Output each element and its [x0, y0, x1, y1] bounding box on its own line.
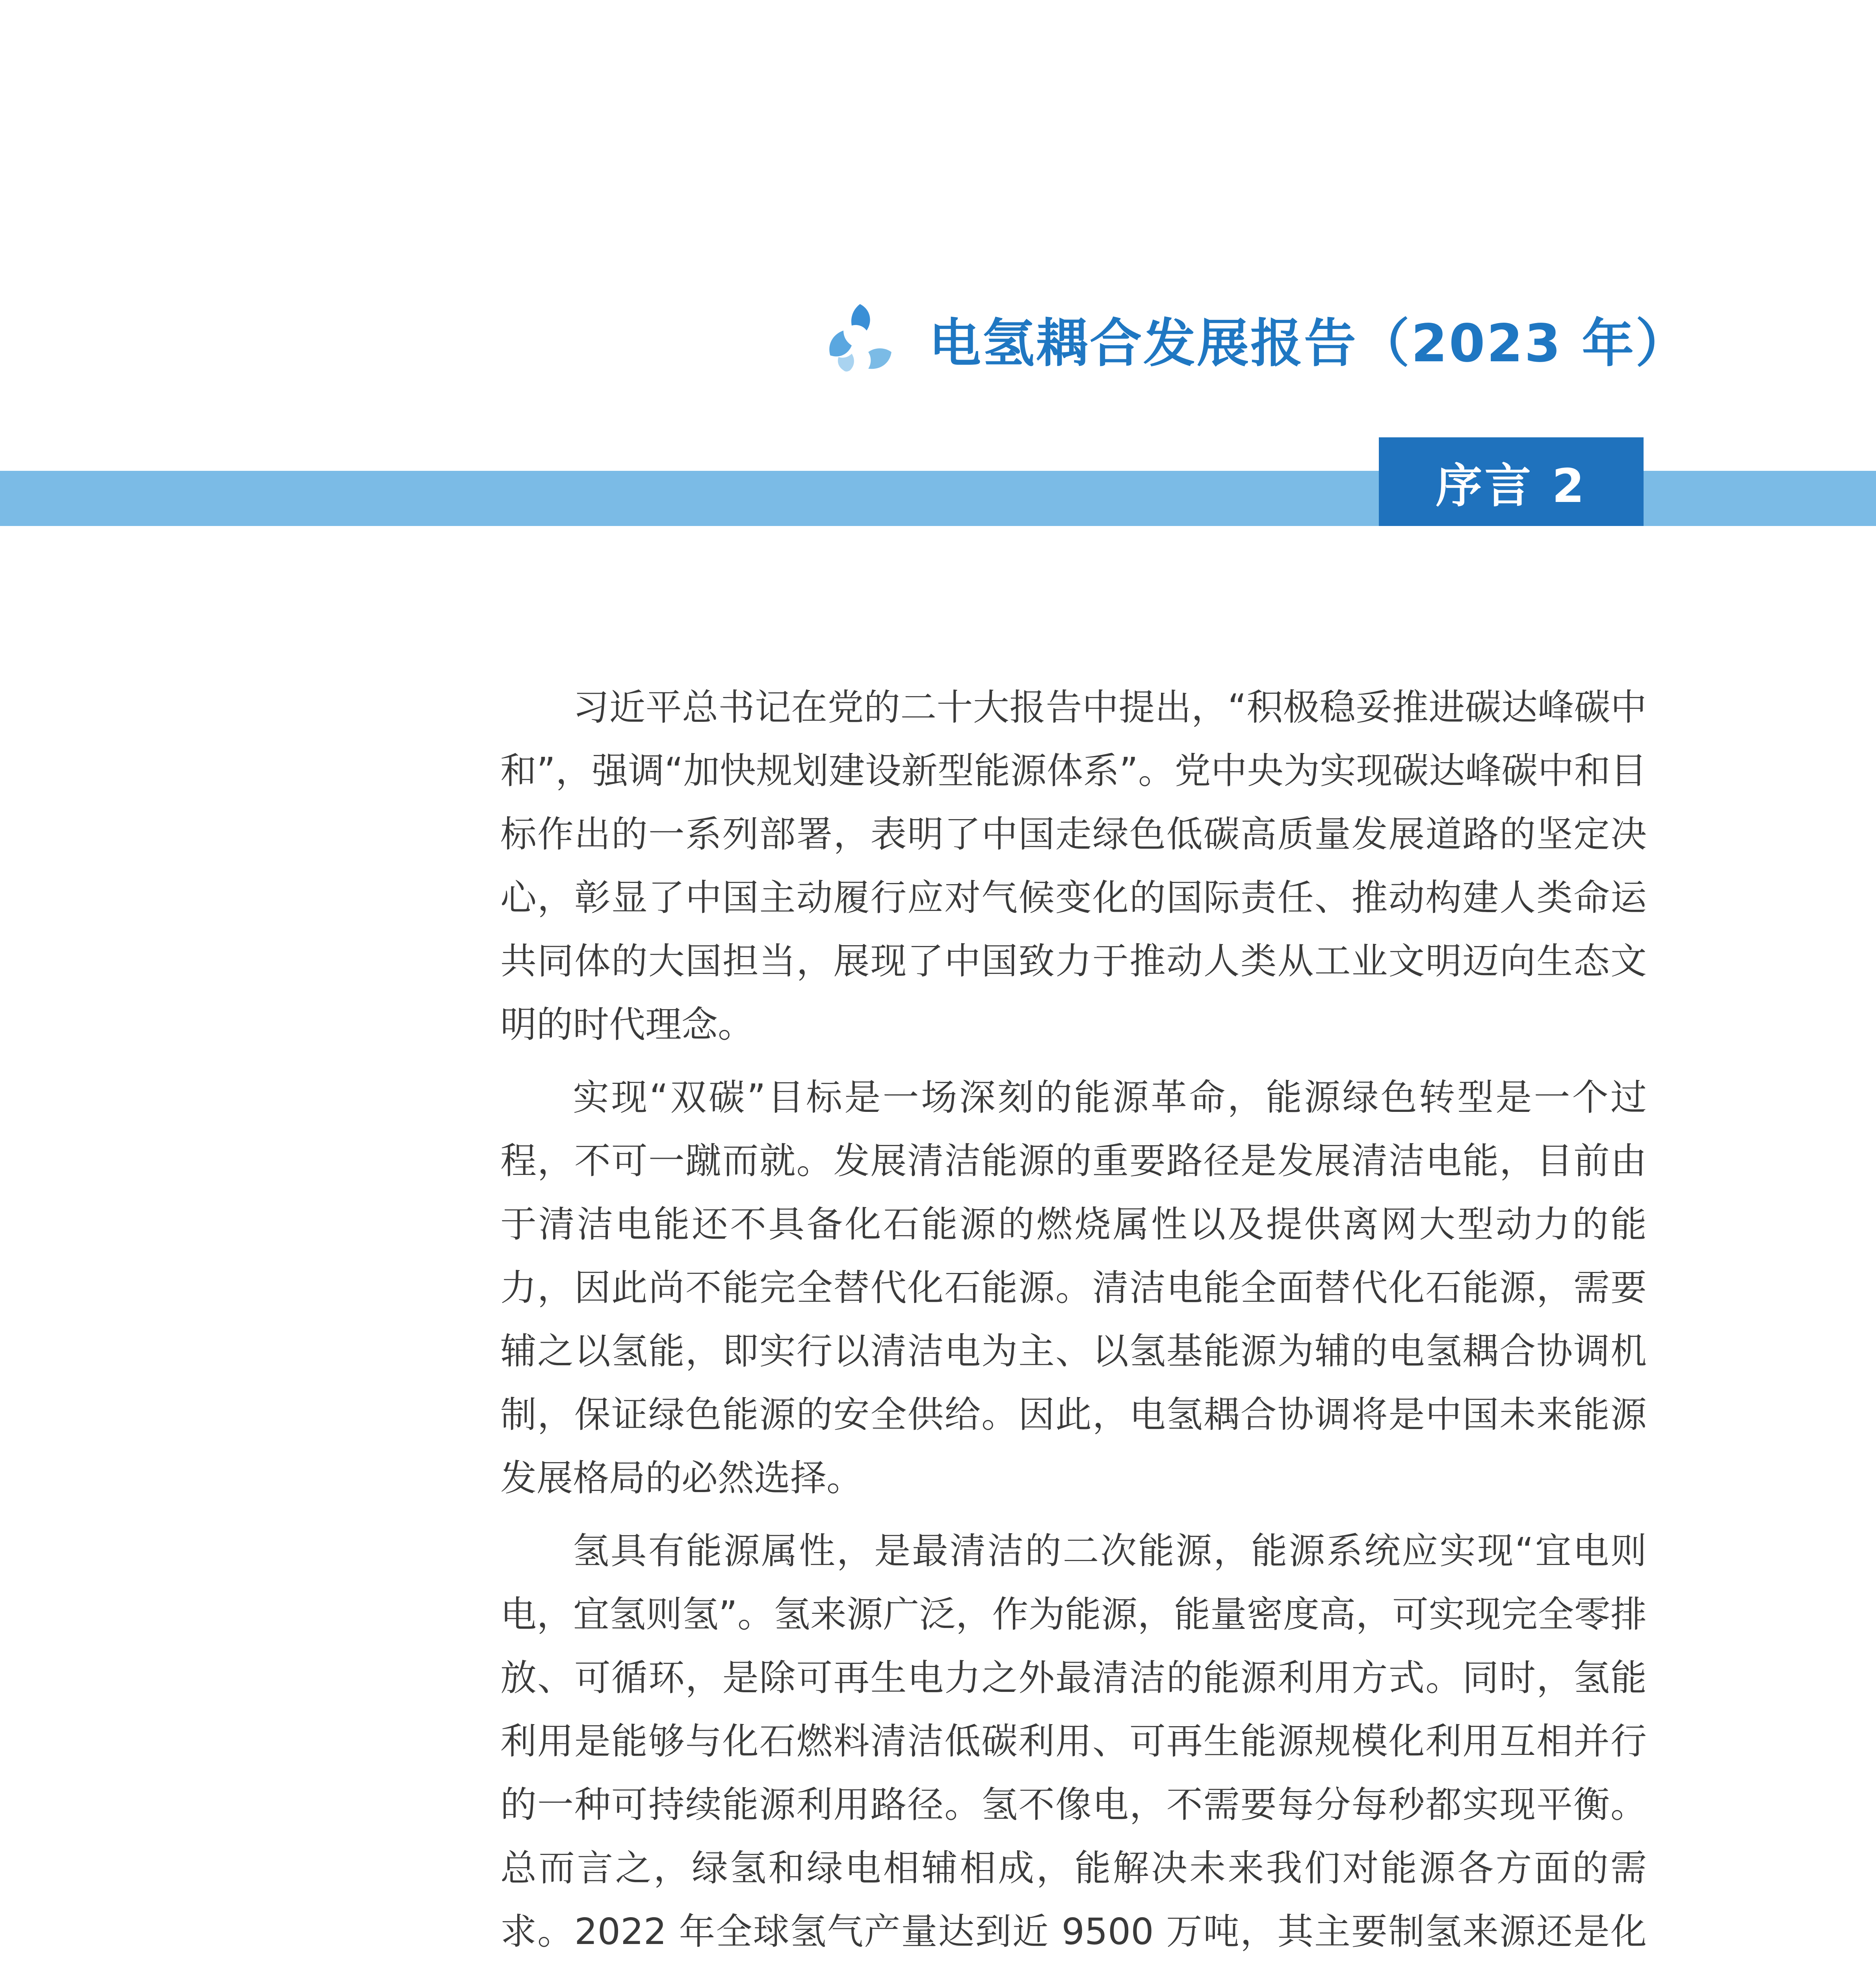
- section-tab: [1379, 437, 1644, 526]
- report-title: 电氢耦合发展报告（2023 年）: [929, 313, 1689, 374]
- preface-body: [500, 676, 1647, 1970]
- paragraph-1: 习近平总书记在党的二十大报告中提出，“积极稳妥推进碳达峰碳中和”，强调“加快规划建设新型能源体系”。党中央为实现碳达峰碳中和目标作出的一系列部署，表明了中国走绿色低碳高质量发展道路的坚定决心，彰显了中国主动履行应对气候变化的国际责任、推动构建人类命运共同体的大国担当，展现了中国致力于推动人类从工业文明迈向生态文明的时代理念。: [500, 686, 1647, 1046]
- paragraph-3: 氢具有能源属性，是最清洁的二次能源，能源系统应实现“宜电则电，宜氢则氢”。氢来源广泛，作为能源，能量密度高，可实现完全零排放、可循环，是除可再生电力之外最清洁的能源利用方式。同时，氢能利用是能够与化石燃料清洁低碳利用、可再生能源规模化利用互相并行的一种可持续能源利用路径。氢不像电，不需要每分每秒都实现平衡。总而言之，绿氢和绿电相辅相成，能解决未来我们对能源各方面的需求。2022 年全球氢气产量达到近 9500 万吨，其主要制氢来源还是化: [500, 1530, 1647, 1953]
- section-label: 序言 2: [1436, 458, 1587, 513]
- report-header: [819, 288, 1689, 390]
- three-leaf-recycle-logo-icon: [819, 297, 901, 380]
- paragraph-2: 实现“双碳”目标是一场深刻的能源革命，能源绿色转型是一个过程，不可一蹴而就。发展清洁能源的重要路径是发展清洁电能，目前由于清洁电能还不具备化石能源的燃烧属性以及提供离网大型动力的能力，因此尚不能完全替代化石能源。清洁电能全面替代化石能源，需要辅之以氢能，即实行以清洁电为主、以氢基能源为辅的电氢耦合协调机制，保证绿色能源的安全供给。因此，电氢耦合协调将是中国未来能源发展格局的必然选择。: [500, 1076, 1647, 1499]
